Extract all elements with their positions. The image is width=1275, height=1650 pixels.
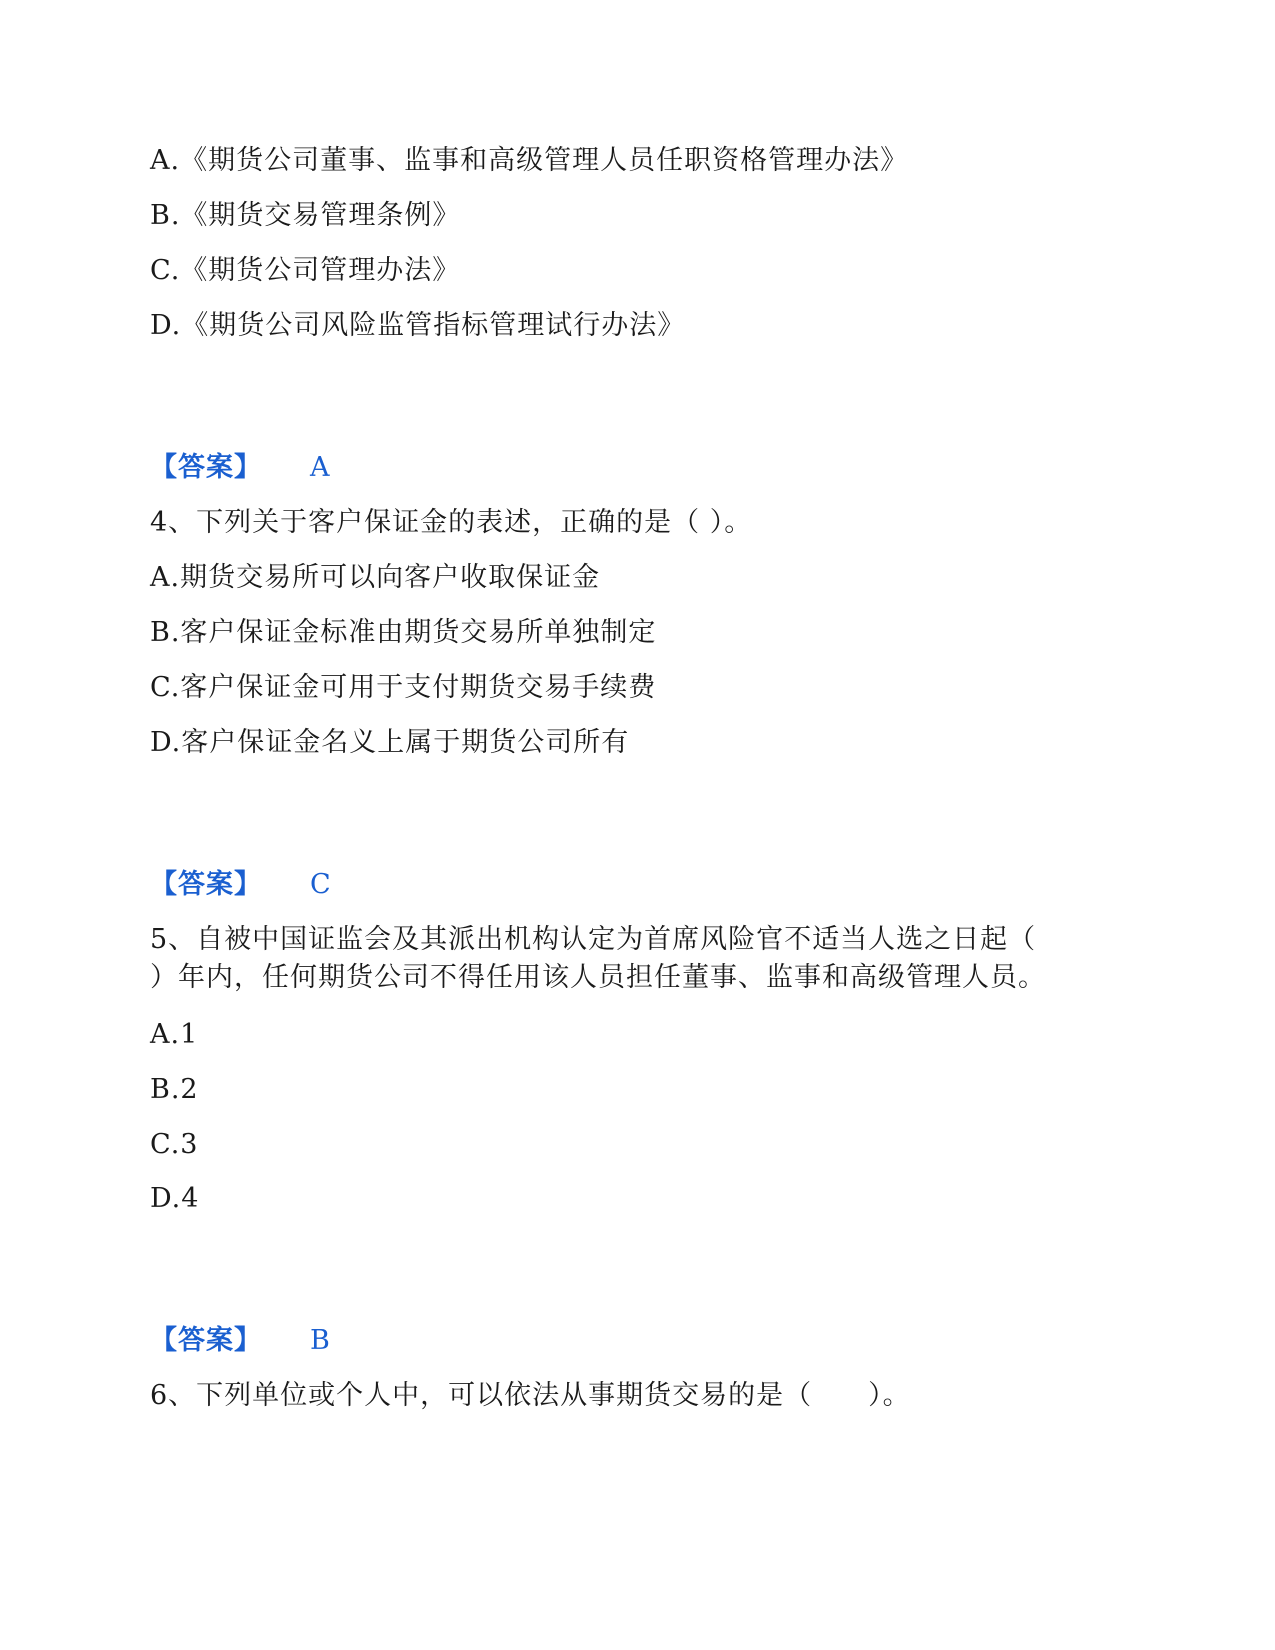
- answer-label: 【答案】: [150, 1325, 262, 1356]
- q4-option-d: D.客户保证金名义上属于期货公司所有: [150, 727, 630, 758]
- q5-answer: [150, 1323, 330, 1359]
- q5-stem-line2: ）年内，任何期货公司不得任用该人员担任董事、监事和高级管理人员。: [150, 962, 1046, 993]
- q6-stem: 6、下列单位或个人中，可以依法从事期货交易的是（ ）。: [150, 1380, 911, 1411]
- q3-option-d: D.《期货公司风险监管指标管理试行办法》: [150, 310, 686, 341]
- q3-answer: [150, 450, 330, 486]
- answer-value: C: [310, 869, 331, 900]
- q4-stem: 4、下列关于客户保证金的表述，正确的是（ ）。: [150, 507, 753, 538]
- q5-option-d: D.4: [150, 1183, 200, 1214]
- q4-option-b: B.客户保证金标准由期货交易所单独制定: [150, 617, 657, 648]
- q5-option-a: A.1: [150, 1019, 199, 1050]
- q4-option-c: C.客户保证金可用于支付期货交易手续费: [150, 672, 657, 703]
- q3-option-c: C.《期货公司管理办法》: [150, 255, 461, 286]
- q5-option-c: C.3: [150, 1129, 199, 1160]
- q3-option-b: B.《期货交易管理条例》: [150, 200, 461, 231]
- q3-option-a: A.《期货公司董事、监事和高级管理人员任职资格管理办法》: [150, 145, 909, 176]
- q4-option-a: A.期货交易所可以向客户收取保证金: [150, 562, 601, 593]
- answer-label: 【答案】: [150, 869, 262, 900]
- q5-stem-line1: 5、自被中国证监会及其派出机构认定为首席风险官不适当人选之日起（: [150, 924, 1037, 955]
- answer-value: B: [310, 1325, 330, 1356]
- q5-option-b: B.2: [150, 1074, 199, 1105]
- answer-label: 【答案】: [150, 452, 262, 483]
- q4-answer: [150, 867, 331, 903]
- answer-value: A: [310, 452, 330, 483]
